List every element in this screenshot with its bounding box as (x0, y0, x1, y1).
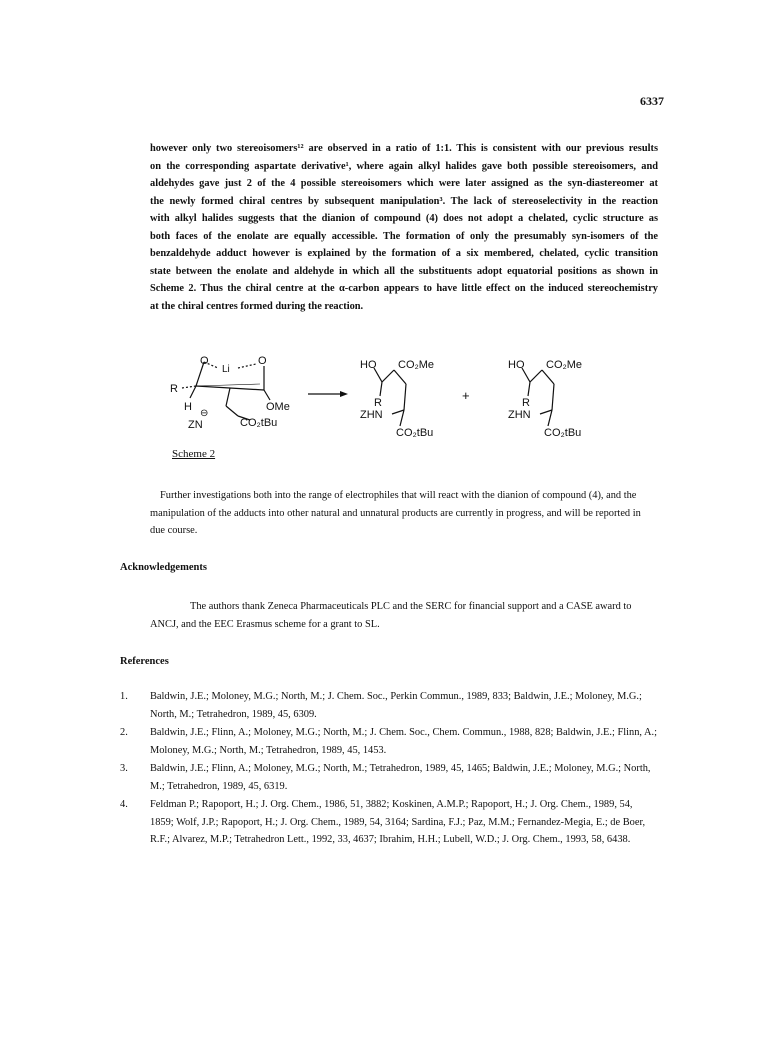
reaction-scheme-drawing (160, 354, 620, 454)
reference-list (120, 688, 658, 850)
text-line: Scheme 2. Thus the chiral centre at the α-carbon appears to have little effect on the induced stereochemistry (150, 283, 658, 294)
reference-number: 2. (120, 727, 128, 738)
ts-oxygen-1: O (200, 355, 209, 367)
text-line: the newly formed chiral centres by subsequent manipulation³. The lack of stereoselectivity in the reaction (150, 195, 658, 207)
scheme-2-figure (160, 354, 620, 474)
reference-text: Baldwin, J.E.; Moloney, M.G.; North, M.; J. Chem. Soc., Perkin Commun., 1989, 833; Baldwin, J.E.; Moloney, M.G.; North, M.; Tetrahedron, 1989, 45, 6309. (150, 691, 642, 720)
reference-text: Baldwin, J.E.; Flinn, A.; Moloney, M.G.; North, M.; Tetrahedron, 1989, 45, 1465; Baldwin, J.E.; Moloney, M.G.; North, M.; Tetrahedron, 1989, 45, 6319. (150, 763, 651, 792)
ts-zn-label: ZN (188, 419, 203, 431)
reference-number: 3. (120, 763, 128, 774)
reference-item (120, 688, 658, 723)
product-2-hydroxyl: HO (508, 359, 525, 371)
reaction-arrow (308, 391, 348, 397)
paragraph-2: Further investigations both into the range of electrophiles that will react with the dianion of compound (4), and the manipulation of the adducts into other natural and unnatural products are currently in progress, and will be reported in due course. (150, 490, 641, 536)
ts-negative-charge: ⊖ (200, 408, 209, 419)
references-heading: References (120, 656, 169, 667)
ts-methoxy: OMe (266, 401, 290, 413)
acknowledgements-heading: Acknowledgements (120, 562, 207, 573)
reference-item (120, 796, 658, 849)
product-1-tbu-ester: CO₂tBu (396, 427, 434, 439)
product-2-amine: ZHN (508, 409, 531, 421)
text-line: with alkyl halides suggests that the dianion of compound (4) does not adopt a chelated, cyclic structure as (150, 213, 658, 224)
product-2-r-group: R (522, 397, 530, 409)
paragraph-1 (150, 140, 658, 315)
ts-ester-label: CO₂tBu (240, 417, 278, 429)
text-line: benzaldehyde adduct however is explained by the formation of a six membered, chelated, cyclic transition (150, 248, 658, 259)
ts-lithium: Li (222, 364, 230, 375)
text-line: both faces of the enolate are equally accessible. The formation of only the presumably syn-isomers of the (150, 230, 658, 242)
page-number: 6337 (640, 94, 664, 108)
product-1-r-group: R (374, 397, 382, 409)
reference-number: 4. (120, 799, 128, 810)
ts-r-group: R (170, 383, 178, 395)
product-1-amine: ZHN (360, 409, 383, 421)
scheme-caption: Scheme 2 (172, 448, 216, 460)
acknowledgements-text: The authors thank Zeneca Pharmaceuticals PLC and the SERC for financial support and a CASE award to ANCJ, and the EEC Erasmus scheme for a grant to SL. (150, 601, 632, 630)
text-line: on the corresponding aspartate derivative¹, where again alkyl halides gave both possible stereoisomers, and (150, 160, 658, 172)
reference-number: 1. (120, 691, 128, 702)
product-2-tbu-ester: CO₂tBu (544, 427, 582, 439)
reference-item (120, 760, 658, 795)
reference-text: Baldwin, J.E.; Flinn, A.; Moloney, M.G.; North, M.; J. Chem. Soc., Chem. Commun., 1988, 828; Baldwin, J.E.; Flinn, A.; Moloney, M.G.; North, M.; Tetrahedron, 1989, 45, 1453. (150, 727, 658, 756)
text-line: however only two stereoisomers¹² are observed in a ratio of 1:1. This is consistent with our previous results (150, 143, 658, 154)
text-line: aldehydes gave just 2 of the 4 possible stereoisomers which were later assigned as the syn-diastereomer at (150, 178, 658, 189)
product-2-methyl-ester: CO₂Me (546, 359, 583, 371)
plus-sign: + (462, 388, 470, 403)
product-1-hydroxyl: HO (360, 359, 377, 371)
product-1-methyl-ester: CO₂Me (398, 359, 435, 371)
ts-hydrogen: H (184, 401, 192, 413)
text-line: state between the enolate and aldehyde in which all the substituents adopt equatorial positions as shown in (150, 265, 658, 277)
reference-item (120, 724, 658, 759)
ts-oxygen-2: O (258, 355, 267, 367)
text-line: at the chiral centres formed during the reaction. (150, 300, 364, 312)
reference-text: Feldman P.; Rapoport, H.; J. Org. Chem., 1986, 51, 3882; Koskinen, A.M.P.; Rapoport, H.; J. Org. Chem., 1989, 54, 1859; Wolf, J.P.; Rapoport, H.; J. Org. Chem., 1989, 54, 3164; Sardina, F.J.; Paz, M.M.; Fernandez-Megia, E.; de Boer, R.F.; Alvarez, M.P.; Tetrahedron Lett., 1992, 33, 4637; Ibrahim, H.H.; Lubell, W.D.; J. Org. Chem., 1993, 58, 6438. (150, 799, 646, 845)
